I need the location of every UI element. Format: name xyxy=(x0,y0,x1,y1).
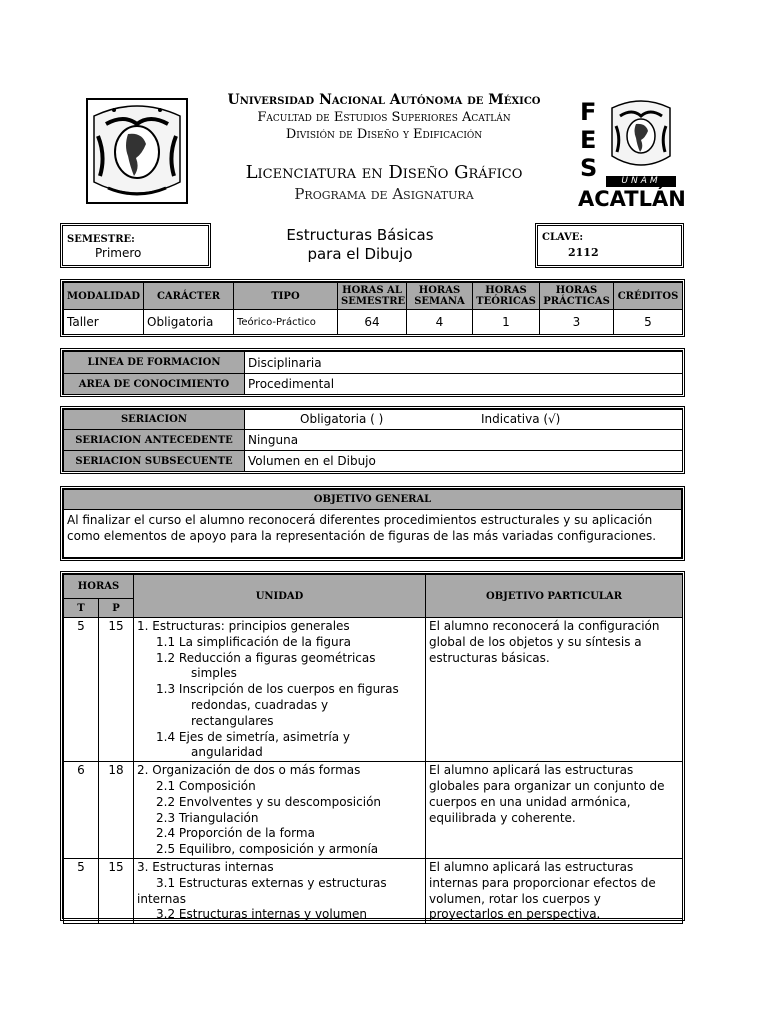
linea-formacion-label: LINEA DE FORMACION xyxy=(64,352,245,374)
seriacion-table xyxy=(63,409,683,472)
modalidad-table-frame xyxy=(60,279,685,337)
fes-letter-e: E xyxy=(580,126,597,154)
unit-topic: 2.3 Triangulación xyxy=(156,810,259,825)
unit-topic: 3.2 Estructuras internas y volumen xyxy=(156,907,368,922)
unit-topic: 1.3 Inscripción de los cuerpos en figuras xyxy=(156,682,399,697)
seriacion-label: SERIACION xyxy=(64,410,245,430)
seriacion-options xyxy=(245,410,683,430)
seriacion-antecedente-label: SERIACION ANTECEDENTE xyxy=(64,430,245,451)
unit-hours-p: 18 xyxy=(99,762,134,859)
units-table xyxy=(63,574,683,924)
area-conocimiento-value: Procedimental xyxy=(245,374,683,395)
unit-topic: 2.1 Composición xyxy=(156,778,256,793)
unit-title: 3. Estructuras internas xyxy=(137,859,274,874)
degree-title: Licenciatura en Diseño Gráfico xyxy=(245,162,523,183)
value-horas-teoricas: 1 xyxy=(473,310,540,335)
header-modalidad: MODALIDAD xyxy=(64,283,144,310)
unit-topic: 1.2 Reducción a figuras geométricas xyxy=(156,650,376,665)
unit-row xyxy=(64,762,683,859)
acatlan-label: ACATLÁN xyxy=(578,187,686,211)
fes-acatlan-logo xyxy=(576,98,686,212)
objetivo-general-label: OBJETIVO GENERAL xyxy=(64,490,682,510)
seriacion-antecedente-value: Ninguna xyxy=(245,430,683,451)
units-table-frame xyxy=(60,571,685,921)
unit-title: 1. Estructuras: principios generales xyxy=(137,619,350,633)
unit-topic: redondas, cuadradas y xyxy=(191,697,329,712)
unit-topic: 1.1 La simplificación de la figura xyxy=(156,634,351,649)
unit-topic: 2.2 Envolventes y su descomposición xyxy=(156,794,382,809)
linea-table xyxy=(63,351,683,395)
unit-content xyxy=(134,858,426,923)
unit-topic: 1.4 Ejes de simetría, asimetría y xyxy=(156,729,350,744)
seriacion-subsecuente-value: Volumen en el Dibujo xyxy=(245,451,683,472)
unit-objective: El alumno aplicará las estructuras internas para proporcionar efectos de volumen, rotar los cuerpos y proyectarlos en perspectiva. xyxy=(426,858,683,923)
course-title-line1: Estructuras Básicas xyxy=(286,226,434,244)
unit-hours-p: 15 xyxy=(99,858,134,923)
unit-topic: 2.4 Proporción de la forma xyxy=(156,826,315,841)
semester-value: Primero xyxy=(95,246,142,260)
header-caracter: CARÁCTER xyxy=(144,283,234,310)
unam-label: UNAM xyxy=(621,176,661,186)
clave-value: 2112 xyxy=(568,246,599,259)
header-horas-semana: HORAS SEMANA xyxy=(407,283,473,310)
seriacion-indicativa: Indicativa (√) xyxy=(481,412,561,426)
course-title xyxy=(250,226,470,264)
unit-hours-t: 5 xyxy=(64,618,99,762)
semester-label: SEMESTRE: xyxy=(67,234,135,245)
value-modalidad: Taller xyxy=(64,310,144,335)
value-caracter: Obligatoria xyxy=(144,310,234,335)
unit-objective: El alumno aplicará las estructuras globales para organizar un conjunto de cuerpos en una unidad armónica, equilibrada y coherente. xyxy=(426,762,683,859)
value-tipo: Teórico-Práctico xyxy=(234,310,338,335)
unit-topic: angularidad xyxy=(191,745,263,760)
header-horas-semestre: HORAS AL SEMESTRE xyxy=(338,283,407,310)
seriacion-table-frame xyxy=(60,406,685,474)
units-body xyxy=(64,618,683,924)
program-subtitle: Programa de Asignatura xyxy=(294,185,474,203)
horas-header: HORAS xyxy=(64,575,134,599)
fes-letter-f: F xyxy=(580,98,597,126)
header-horas-practicas: HORAS PRÁCTICAS xyxy=(540,283,614,310)
value-horas-semana: 4 xyxy=(407,310,473,335)
seriacion-obligatoria: Obligatoria ( ) xyxy=(300,412,384,426)
objetivo-particular-header: OBJETIVO PARTICULAR xyxy=(426,575,683,618)
fes-letter-s: S xyxy=(580,154,598,182)
unit-content xyxy=(134,762,426,859)
unit-topic: rectangulares xyxy=(191,713,274,728)
seriacion-subsecuente-label: SERIACION SUBSECUENTE xyxy=(64,451,245,472)
unit-row xyxy=(64,618,683,762)
unit-content xyxy=(134,618,426,762)
objetivo-general-text: Al finalizar el curso el alumno reconocerá diferentes procedimientos estructurales y su aplicación como elementos de apoyo para la representación de figuras de las más variadas configuraciones. xyxy=(64,510,682,558)
unit-row xyxy=(64,858,683,923)
linea-formacion-value: Disciplinaria xyxy=(245,352,683,374)
linea-table-frame xyxy=(60,348,685,397)
modalidad-table xyxy=(63,282,683,335)
unit-objective: El alumno reconocerá la configuración global de los objetos y su síntesis a estructuras básicas. xyxy=(426,618,683,762)
unit-title: 2. Organización de dos o más formas xyxy=(137,763,361,778)
university-name: Universidad Nacional Autónoma de México xyxy=(227,92,541,108)
value-creditos: 5 xyxy=(614,310,683,335)
unit-topic: internas xyxy=(137,891,186,906)
unidad-header: UNIDAD xyxy=(134,575,426,618)
unit-hours-t: 5 xyxy=(64,858,99,923)
course-title-line2: para el Dibujo xyxy=(307,245,413,263)
objetivo-general-frame xyxy=(60,486,685,561)
eagle-emblem-icon xyxy=(608,98,674,174)
clave-box xyxy=(535,223,684,268)
header-horas-teoricas: HORAS TEÓRICAS xyxy=(473,283,540,310)
header-creditos: CRÉDITOS xyxy=(614,283,683,310)
objetivo-general-table xyxy=(63,489,682,558)
division-name: División de Diseño y Edificación xyxy=(285,127,483,142)
t-header: T xyxy=(64,599,99,618)
unit-hours-t: 6 xyxy=(64,762,99,859)
clave-label: CLAVE: xyxy=(542,232,584,243)
unit-topic: 3.1 Estructuras externas y estructuras xyxy=(156,875,387,890)
value-horas-practicas: 3 xyxy=(540,310,614,335)
area-conocimiento-label: AREA DE CONOCIMIENTO xyxy=(64,374,245,395)
unit-hours-p: 15 xyxy=(99,618,134,762)
faculty-name: Facultad de Estudios Superiores Acatlán xyxy=(257,110,511,125)
unit-topic: simples xyxy=(191,666,237,681)
value-horas-semestre: 64 xyxy=(338,310,407,335)
semester-box xyxy=(60,223,211,268)
unit-topic: 2.5 Equilibro, composición y armonía xyxy=(156,842,379,857)
p-header: P xyxy=(99,599,134,618)
header-tipo: TIPO xyxy=(234,283,338,310)
